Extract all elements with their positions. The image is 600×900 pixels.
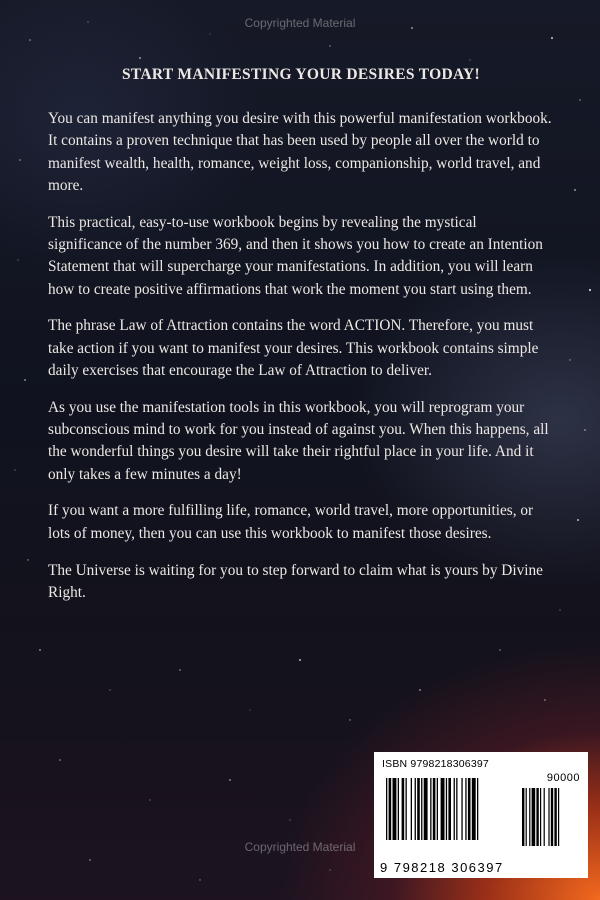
paragraph-4: As you use the manifestation tools in this workbook, you will reprogram your subconscious mind to work for you instead of against you. When this happens, all the wonderful things you desire will take their rightful place in your life. And it only takes a few minutes a day!	[48, 398, 549, 483]
watermark-top: Copyrighted Material	[244, 16, 356, 30]
barcode-bars	[382, 776, 580, 862]
paragraph-6: The Universe is waiting for you to step forward to claim what is yours by Divine Right.	[48, 561, 543, 601]
isbn-label: ISBN 9798218306397	[382, 758, 489, 770]
watermark-bottom: Copyrighted Material	[244, 840, 356, 854]
paragraph-2: This practical, easy-to-use workbook begins by revealing the mystical significance of the number 369, and then it shows you how to create an Intention Statement that will supercharge your manifestations. In addition, you will learn how to create positive affirmations that work the moment you start using them.	[48, 213, 543, 298]
price-code: 90000	[546, 772, 580, 784]
paragraph-1: You can manifest anything you desire with this powerful manifestation workbook. It contains a proven technique that has been used by people all over the world to manifest wealth, health, romance, weight loss, companionship, world travel, and more.	[48, 110, 552, 194]
cover-heading: START MANIFESTING YOUR DESIRES TODAY!	[122, 66, 480, 83]
paragraph-5: If you want a more fulfilling life, romance, world travel, more opportunities, or lots of money, then you can use this workbook to manifest those desires.	[48, 502, 534, 542]
ean-digits: 9 798218 306397	[380, 860, 504, 875]
isbn-barcode	[374, 752, 588, 878]
paragraph-3: The phrase Law of Attraction contains the word ACTION. Therefore, you must take action if you want to manifest your desires. This workbook contains simple daily exercises that encourage the Law of Attraction to deliver.	[48, 317, 539, 379]
back-cover-text	[48, 66, 554, 619]
